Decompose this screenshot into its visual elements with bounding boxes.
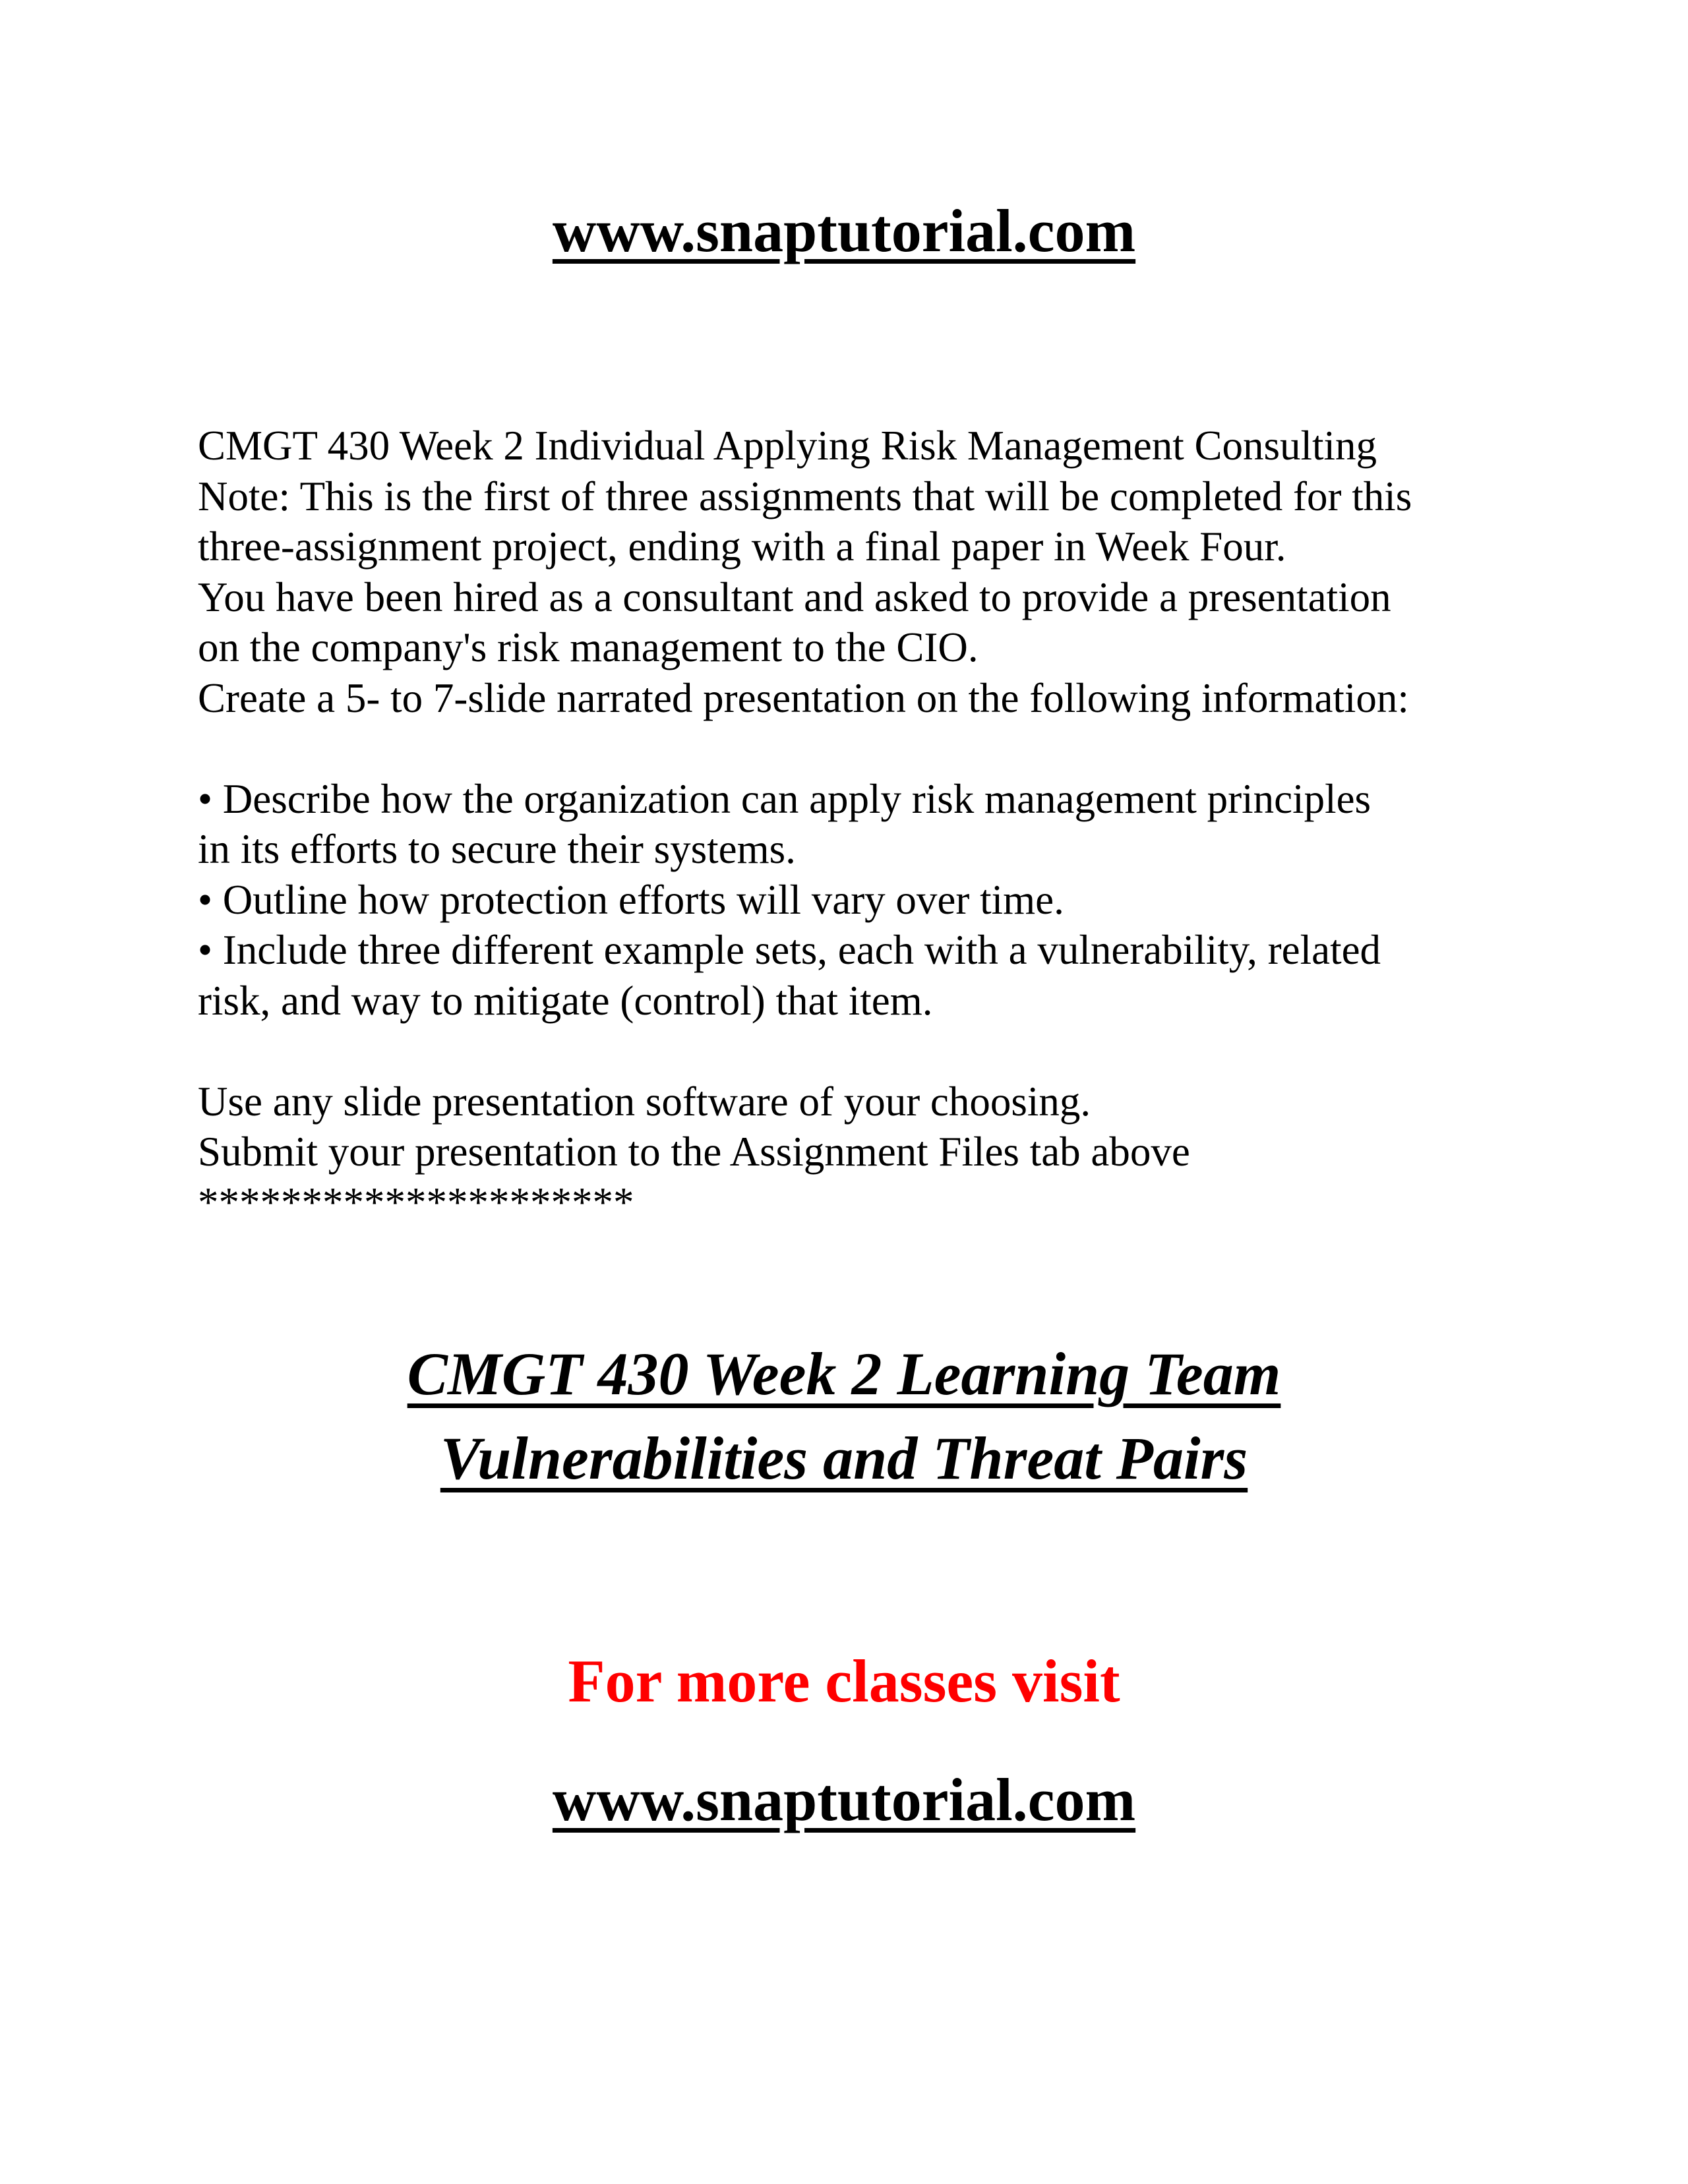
bullet-item: • Include three different example sets, each with a vulnerability, related: [198, 927, 1381, 973]
paragraph-gap: [198, 723, 1550, 774]
next-section-title-line2: Vulnerabilities and Threat Pairs: [440, 1425, 1248, 1492]
bullet-continuation: in its efforts to secure their systems.: [198, 826, 796, 872]
bullet-continuation: risk, and way to mitigate (control) that item.: [198, 977, 933, 1024]
next-section-title: [0, 1332, 1688, 1500]
assignment-text-line: Create a 5- to 7-slide narrated presentation on the following information:: [198, 674, 1409, 721]
paragraph-gap: [198, 1026, 1550, 1077]
bullet-item: • Outline how protection efforts will vary over time.: [198, 876, 1064, 923]
closing-line: Submit your presentation to the Assignment Files tab above: [198, 1129, 1190, 1175]
assignment-title: CMGT 430 Week 2 Individual Applying Risk Management Consulting: [198, 423, 1377, 469]
site-link-bottom[interactable]: www.snaptutorial.com: [552, 1766, 1136, 1833]
closing-line: Use any slide presentation software of your choosing.: [198, 1078, 1091, 1125]
assignment-text-line: Note: This is the first of three assignments that will be completed for this: [198, 473, 1412, 519]
assignment-text-line: on the company's risk management to the CIO.: [198, 624, 979, 670]
promo-text: For more classes visit: [568, 1647, 1120, 1715]
next-section-title-line1: CMGT 430 Week 2 Learning Team: [407, 1340, 1281, 1407]
assignment-text-line: three-assignment project, ending with a final paper in Week Four.: [198, 523, 1286, 570]
site-link-top[interactable]: www.snaptutorial.com: [552, 197, 1136, 264]
separator-asterisks: *********************: [198, 1179, 634, 1225]
assignment-body: [198, 421, 1550, 1227]
assignment-text-line: You have been hired as a consultant and asked to provide a presentation: [198, 574, 1391, 620]
bullet-item: • Describe how the organization can apply risk management principles: [198, 775, 1372, 822]
